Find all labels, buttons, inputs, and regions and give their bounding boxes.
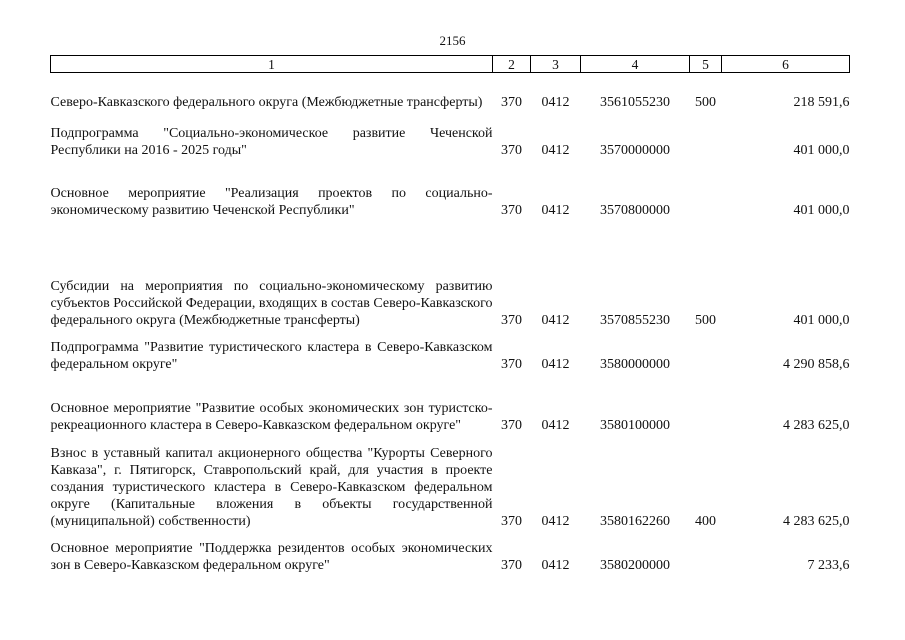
row-col-4: 3561055230	[600, 94, 670, 110]
row-col-4: 3580100000	[600, 417, 670, 433]
row-col-6: 401 000,0	[793, 142, 850, 158]
row-col-4: 3570000000	[600, 142, 670, 158]
header-col-5: 5	[690, 56, 722, 73]
row-col-2: 370	[501, 142, 522, 158]
row-col-6: 401 000,0	[793, 312, 850, 328]
row-col-5	[690, 177, 722, 237]
row-col-2: 370	[501, 94, 522, 110]
row-col-5: 500	[695, 94, 716, 110]
row-description: Субсидии на мероприятия по социально-экономическому развитию субъектов Российской Федерации, входящих в состав Северо-Кавказского федерального округа (Межбюджетные трансферты)	[50, 278, 493, 328]
table-row	[51, 237, 850, 329]
budget-table	[50, 55, 850, 574]
header-col-3: 3	[531, 56, 581, 73]
table-row	[51, 434, 850, 530]
row-description: Северо-Кавказского федерального округа (Межбюджетные трансферты)	[50, 94, 483, 110]
header-col-1: 1	[51, 56, 493, 73]
page-number: 2156	[439, 33, 466, 48]
row-col-5	[690, 111, 722, 177]
row-description: Подпрограмма "Развитие туристического кластера в Северо-Кавказском федеральном округе"	[50, 339, 493, 372]
row-description: Основное мероприятие "Развитие особых экономических зон туристско-рекреационного кластера в Северо-Кавказском федеральном округе"	[50, 400, 493, 433]
row-col-3: 0412	[541, 142, 570, 158]
row-col-5	[690, 530, 722, 574]
row-col-5	[690, 373, 722, 434]
row-col-4: 3580162260	[600, 513, 670, 529]
row-col-4: 3580200000	[600, 557, 670, 573]
row-col-3: 0412	[541, 94, 570, 110]
table-row	[51, 373, 850, 434]
table-row	[51, 73, 850, 111]
row-col-2: 370	[501, 356, 522, 372]
table-row	[51, 177, 850, 237]
header-row	[51, 56, 850, 73]
row-col-3: 0412	[541, 202, 570, 218]
row-col-4: 3570800000	[600, 202, 670, 218]
row-col-3: 0412	[541, 513, 570, 529]
row-description: Взнос в уставный капитал акционерного общества "Курорты Северного Кавказа", г. Пятигорск, Ставропольский край, для участия в проекте создания туристического кластера в Северо-Кавказском федеральном округе (Капитальные вложения в объекты государственной (муниципальной) собственности)	[50, 445, 493, 529]
row-col-6: 4 283 625,0	[783, 417, 850, 433]
row-col-3: 0412	[541, 417, 570, 433]
header-col-6: 6	[722, 56, 850, 73]
row-description: Подпрограмма "Социально-экономическое развитие Чеченской Республики на 2016 - 2025 годы"	[50, 125, 493, 158]
row-col-2: 370	[501, 202, 522, 218]
row-col-2: 370	[501, 417, 522, 433]
row-col-3: 0412	[541, 557, 570, 573]
header-col-4: 4	[581, 56, 690, 73]
row-col-5	[690, 329, 722, 373]
row-col-4: 3570855230	[600, 312, 670, 328]
row-col-6: 4 283 625,0	[783, 513, 850, 529]
row-description: Основное мероприятие "Поддержка резидентов особых экономических зон в Северо-Кавказском федеральном округе"	[50, 540, 493, 573]
table-row	[51, 329, 850, 373]
row-description: Основное мероприятие "Реализация проектов по социально-экономическому развитию Чеченской Республики"	[50, 185, 493, 218]
row-col-6: 4 290 858,6	[783, 356, 850, 372]
header-col-2: 2	[493, 56, 531, 73]
table-row	[51, 111, 850, 177]
row-col-6: 7 233,6	[807, 557, 850, 573]
row-col-3: 0412	[541, 356, 570, 372]
row-col-5: 500	[695, 312, 716, 328]
row-col-6: 218 591,6	[793, 94, 850, 110]
row-col-3: 0412	[541, 312, 570, 328]
table-row	[51, 530, 850, 574]
row-col-2: 370	[501, 513, 522, 529]
row-col-2: 370	[501, 312, 522, 328]
row-col-6: 401 000,0	[793, 202, 850, 218]
row-col-2: 370	[501, 557, 522, 573]
row-col-4: 3580000000	[600, 356, 670, 372]
row-col-5: 400	[695, 513, 716, 529]
